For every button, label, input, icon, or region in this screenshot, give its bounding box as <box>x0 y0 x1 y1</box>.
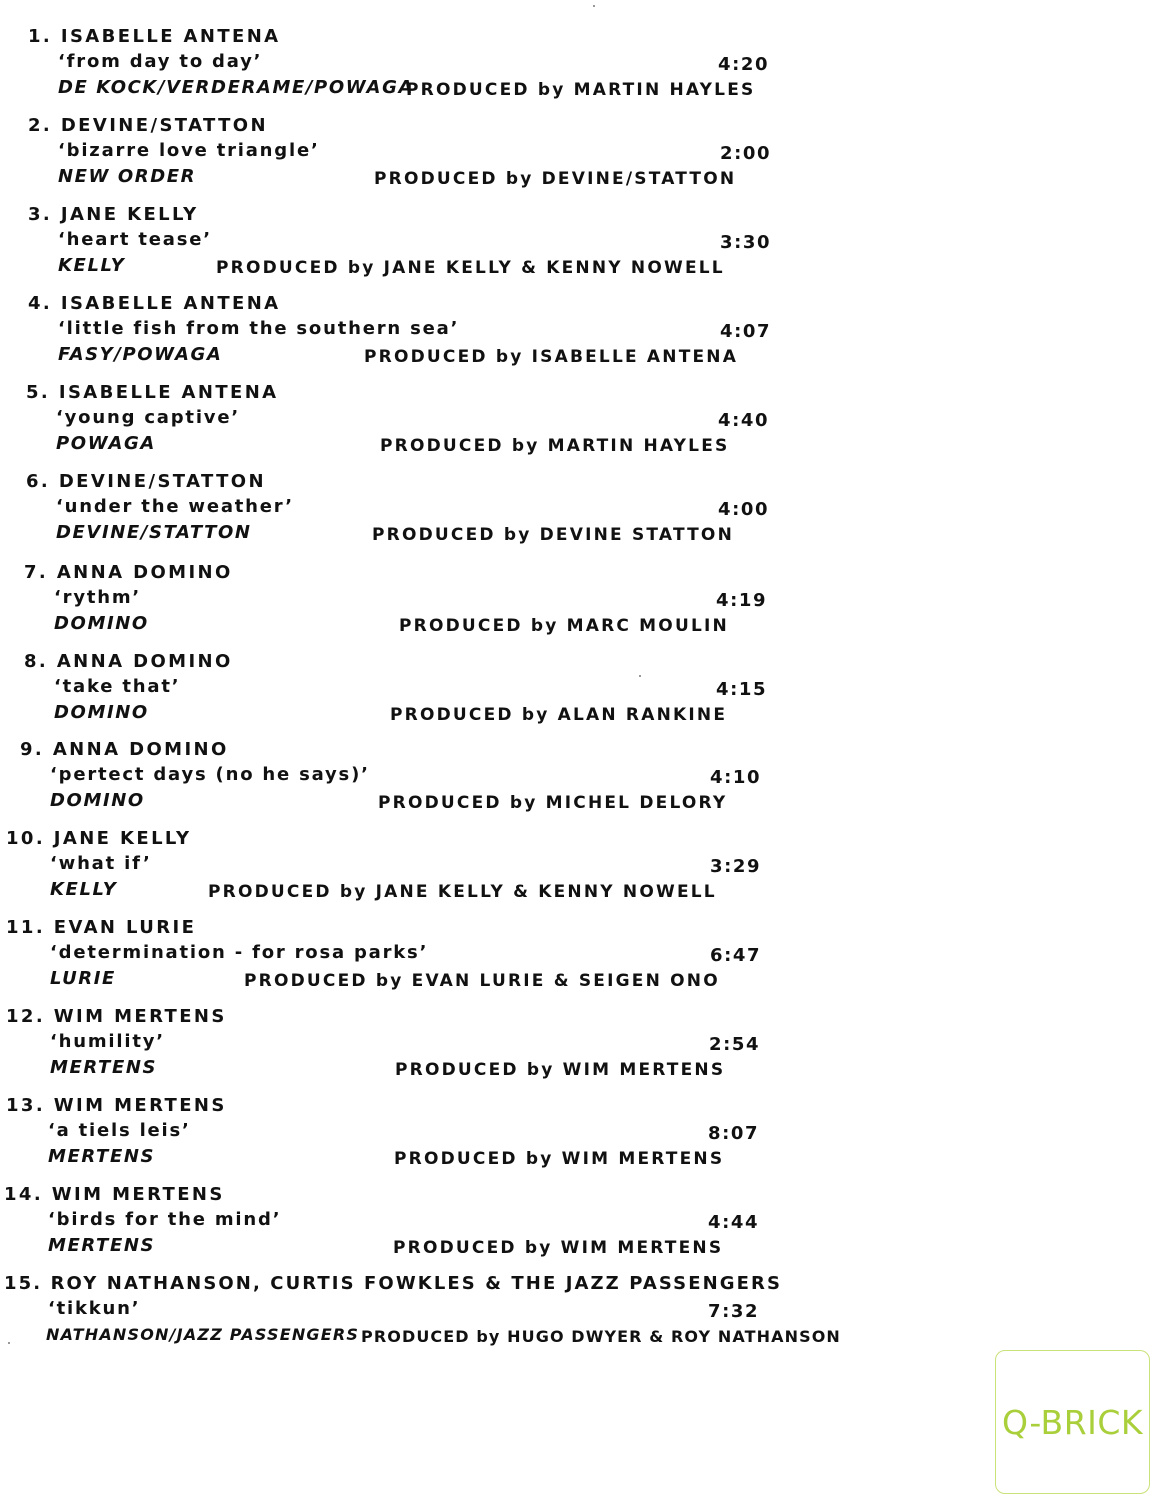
track-number: 10. <box>6 828 46 849</box>
track-title: ‘humility’ <box>50 1031 165 1052</box>
track-artist <box>6 828 191 850</box>
track-duration: 4:19 <box>716 590 768 611</box>
track-duration: 3:29 <box>710 856 762 877</box>
track-duration: 2:00 <box>720 143 772 164</box>
produced-label: PRODUCED <box>378 793 502 813</box>
by-label: by <box>509 793 538 813</box>
artist-name: ANNA DOMINO <box>52 739 229 760</box>
track-13 <box>6 1095 786 1173</box>
track-title: ‘take that’ <box>54 676 181 697</box>
track-title: ‘young captive’ <box>56 407 240 428</box>
track-11 <box>6 917 786 995</box>
track-5 <box>26 382 786 460</box>
track-writers: KELLY <box>58 255 126 276</box>
track-artist <box>28 115 268 137</box>
track-title: ‘determination - for rosa parks’ <box>50 942 429 963</box>
producer-credit <box>380 435 729 457</box>
producer-name: DEVINE STATTON <box>539 525 735 545</box>
track-writers: KELLY <box>50 879 118 900</box>
producer-name: MICHEL DELORY <box>545 793 728 813</box>
logo-text: Q-BRICK <box>1001 1402 1144 1442</box>
by-label: by <box>339 882 368 902</box>
track-artist <box>26 471 266 493</box>
artist-name: ANNA DOMINO <box>56 562 233 583</box>
produced-label: PRODUCED <box>208 882 332 902</box>
producer-name: WIM MERTENS <box>561 1149 725 1169</box>
producer-credit <box>395 1059 725 1081</box>
produced-label: PRODUCED <box>364 347 488 367</box>
producer-credit <box>216 257 725 279</box>
track-number: 8. <box>24 651 49 672</box>
track-15 <box>4 1273 841 1351</box>
track-writers: FASY/POWAGA <box>58 344 223 365</box>
track-writers: POWAGA <box>56 433 156 454</box>
track-14 <box>4 1184 784 1262</box>
by-label: by <box>530 616 559 636</box>
track-writers: DOMINO <box>54 613 149 634</box>
producer-credit <box>390 704 727 726</box>
produced-label: PRODUCED <box>395 1060 519 1080</box>
track-number: 1. <box>28 26 53 47</box>
producer-name: EVAN LURIE & SEIGEN ONO <box>411 971 720 991</box>
artist-name: ROY NATHANSON, CURTIS FOWKLES & THE JAZZ PASSENGERS <box>50 1273 783 1294</box>
track-12 <box>6 1006 786 1084</box>
track-number: 6. <box>26 471 51 492</box>
produced-label: PRODUCED <box>361 1327 470 1346</box>
q-brick-logo <box>995 1350 1150 1494</box>
track-number: 4. <box>28 293 53 314</box>
producer-name: WIM MERTENS <box>562 1060 726 1080</box>
producer-name: WIM MERTENS <box>560 1238 724 1258</box>
track-number: 5. <box>26 382 51 403</box>
track-writers: NATHANSON/JAZZ PASSENGERS <box>46 1325 360 1344</box>
artist-name: JANE KELLY <box>53 828 192 849</box>
producer-credit <box>372 524 734 546</box>
artist-name: WIM MERTENS <box>53 1095 227 1116</box>
track-8 <box>24 651 784 729</box>
track-writers: MERTENS <box>48 1235 156 1256</box>
producer-name: JANE KELLY & KENNY NOWELL <box>383 258 725 278</box>
track-duration: 4:00 <box>718 499 770 520</box>
track-artist <box>4 1184 225 1206</box>
artist-name: DEVINE/STATTON <box>58 471 266 492</box>
track-number: 7. <box>24 562 49 583</box>
produced-label: PRODUCED <box>406 80 530 100</box>
producer-name: ALAN RANKINE <box>557 705 728 725</box>
track-artist <box>28 293 281 315</box>
scan-speck <box>639 675 641 677</box>
track-duration: 4:15 <box>716 679 768 700</box>
track-duration: 4:10 <box>710 767 762 788</box>
artist-name: ANNA DOMINO <box>56 651 233 672</box>
producer-credit <box>361 1326 841 1348</box>
by-label: by <box>347 258 376 278</box>
by-label: by <box>537 80 566 100</box>
track-artist <box>24 651 233 673</box>
track-number: 13. <box>6 1095 46 1116</box>
scan-speck <box>8 1342 10 1344</box>
track-title: ‘tikkun’ <box>48 1298 141 1319</box>
track-number: 14. <box>4 1184 44 1205</box>
track-4 <box>28 293 788 371</box>
producer-credit <box>364 346 738 368</box>
artist-name: ISABELLE ANTENA <box>60 26 281 47</box>
track-duration: 6:47 <box>710 945 762 966</box>
track-artist <box>4 1273 782 1295</box>
producer-credit <box>374 168 736 190</box>
track-2 <box>28 115 788 193</box>
track-writers: MERTENS <box>50 1057 158 1078</box>
track-number: 3. <box>28 204 53 225</box>
produced-label: PRODUCED <box>244 971 368 991</box>
produced-label: PRODUCED <box>374 169 498 189</box>
track-artist <box>24 562 233 584</box>
scan-speck <box>593 5 595 7</box>
artist-name: JANE KELLY <box>60 204 199 225</box>
track-title: ‘under the weather’ <box>56 496 294 517</box>
producer-credit <box>208 881 717 903</box>
track-artist <box>6 1095 227 1117</box>
artist-name: ISABELLE ANTENA <box>58 382 279 403</box>
track-title: ‘birds for the mind’ <box>48 1209 282 1230</box>
track-writers: DOMINO <box>50 790 145 811</box>
track-artist <box>26 382 279 404</box>
track-duration: 3:30 <box>720 232 772 253</box>
track-artist <box>28 204 199 226</box>
artist-name: ISABELLE ANTENA <box>60 293 281 314</box>
track-number: 12. <box>6 1006 46 1027</box>
produced-label: PRODUCED <box>399 616 523 636</box>
produced-label: PRODUCED <box>393 1238 517 1258</box>
by-label: by <box>503 525 532 545</box>
track-number: 11. <box>6 917 46 938</box>
producer-name: HUGO DWYER & ROY NATHANSON <box>507 1327 841 1346</box>
track-duration: 4:07 <box>720 321 772 342</box>
track-title: ‘heart tease’ <box>58 229 212 250</box>
by-label: by <box>526 1060 555 1080</box>
produced-label: PRODUCED <box>216 258 340 278</box>
track-writers: NEW ORDER <box>58 166 197 187</box>
artist-name: WIM MERTENS <box>53 1006 227 1027</box>
producer-credit <box>394 1148 724 1170</box>
track-artist <box>6 917 196 939</box>
track-writers: DEVINE/STATTON <box>56 522 252 543</box>
by-label: by <box>495 347 524 367</box>
track-3 <box>28 204 788 282</box>
track-artist <box>20 739 229 761</box>
track-title: ‘rythm’ <box>54 587 142 608</box>
producer-name: MARC MOULIN <box>566 616 729 636</box>
track-title: ‘from day to day’ <box>58 51 263 72</box>
track-title: ‘what if’ <box>50 853 152 874</box>
produced-label: PRODUCED <box>394 1149 518 1169</box>
track-duration: 4:44 <box>708 1212 760 1233</box>
producer-name: MARTIN HAYLES <box>573 80 756 100</box>
produced-label: PRODUCED <box>372 525 496 545</box>
track-artist <box>28 26 281 48</box>
track-6 <box>26 471 786 549</box>
producer-credit <box>244 970 720 992</box>
track-9 <box>20 739 780 817</box>
producer-credit <box>393 1237 723 1259</box>
producer-name: ISABELLE ANTENA <box>531 347 739 367</box>
track-duration: 4:40 <box>718 410 770 431</box>
producer-name: MARTIN HAYLES <box>547 436 730 456</box>
track-writers: DE KOCK/VERDERAME/POWAGA <box>58 77 414 98</box>
track-title: ‘little fish from the southern sea’ <box>58 318 460 339</box>
track-writers: DOMINO <box>54 702 149 723</box>
track-duration: 7:32 <box>708 1301 760 1322</box>
producer-credit <box>399 615 729 637</box>
track-10 <box>6 828 786 906</box>
producer-name: JANE KELLY & KENNY NOWELL <box>375 882 717 902</box>
track-artist <box>6 1006 227 1028</box>
by-label: by <box>375 971 404 991</box>
track-number: 9. <box>20 739 45 760</box>
track-duration: 2:54 <box>709 1034 761 1055</box>
track-number: 2. <box>28 115 53 136</box>
producer-credit <box>378 792 727 814</box>
by-label: by <box>476 1327 501 1346</box>
artist-name: DEVINE/STATTON <box>60 115 268 136</box>
track-title: ‘pertect days (no he says)’ <box>50 764 370 785</box>
track-title: ‘bizarre love triangle’ <box>58 140 320 161</box>
produced-label: PRODUCED <box>380 436 504 456</box>
track-1 <box>28 26 788 104</box>
by-label: by <box>525 1149 554 1169</box>
track-7 <box>24 562 784 640</box>
by-label: by <box>511 436 540 456</box>
artist-name: EVAN LURIE <box>53 917 197 938</box>
track-duration: 8:07 <box>708 1123 760 1144</box>
by-label: by <box>505 169 534 189</box>
producer-credit <box>406 79 755 101</box>
track-writers: MERTENS <box>48 1146 156 1167</box>
by-label: by <box>521 705 550 725</box>
by-label: by <box>524 1238 553 1258</box>
produced-label: PRODUCED <box>390 705 514 725</box>
track-duration: 4:20 <box>718 54 770 75</box>
producer-name: DEVINE/STATTON <box>541 169 737 189</box>
track-title: ‘a tiels leis’ <box>48 1120 191 1141</box>
track-writers: LURIE <box>50 968 116 989</box>
artist-name: WIM MERTENS <box>51 1184 225 1205</box>
track-number: 15. <box>4 1273 43 1294</box>
